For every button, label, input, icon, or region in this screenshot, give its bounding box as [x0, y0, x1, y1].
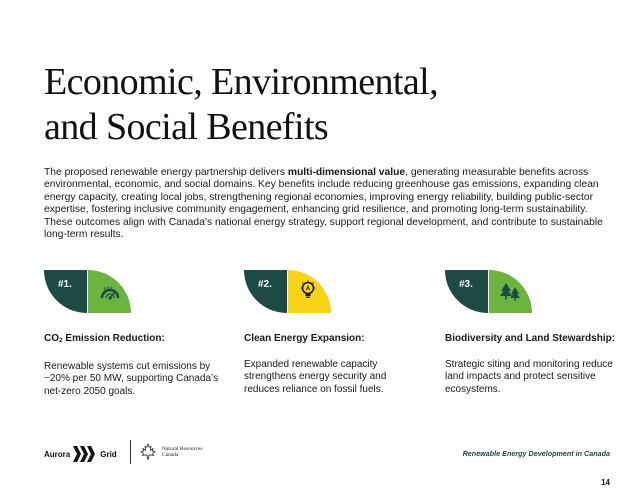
chevrons-icon: [73, 446, 97, 462]
intro-paragraph: [44, 167, 604, 241]
benefit-title-1-prefix: CO: [44, 333, 59, 344]
power-gauge-icon: [100, 284, 120, 302]
brand-name-right: Grid: [100, 449, 117, 459]
benefit-badge-2: [244, 270, 332, 314]
aurora-grid-logo: [44, 446, 117, 462]
maple-leaf-icon: [140, 443, 156, 461]
partner-name-line-1: Natural Resources: [162, 445, 203, 452]
badge-number: #2.: [258, 279, 272, 290]
partner-name: [162, 446, 202, 459]
benefit-title-1-subscript: 2: [59, 337, 63, 344]
footer-divider: [130, 440, 131, 464]
badge-number-segment: [244, 270, 287, 313]
intro-highlight: multi-dimensional value: [287, 167, 406, 178]
badge-icon-segment: [489, 270, 532, 313]
benefit-body-2: Expanded renewable capacity strengthens energy security and reduces reliance on fossil fuels.: [244, 359, 387, 395]
benefit-title-2: Clean Energy Expansion:: [244, 333, 365, 344]
benefit-title-1-suffix: Emission Reduction:: [62, 333, 165, 344]
benefit-title-3: Biodiversity and Land Stewardship:: [445, 333, 616, 344]
page-title-line-1: Economic, Environmental,: [44, 61, 438, 103]
badge-number-segment: [44, 270, 87, 313]
benefit-body-3: Strategic siting and monitoring reduce land impacts and protect sensitive ecosystems.: [445, 359, 613, 395]
benefit-badge-1: [44, 270, 132, 314]
page-title: [44, 60, 604, 150]
benefit-card-1: [44, 270, 219, 398]
badge-icon-segment: [88, 270, 131, 313]
badge-number: #1.: [58, 279, 72, 290]
page-title-line-2: and Social Benefits: [44, 106, 329, 148]
badge-number: #3.: [459, 279, 473, 290]
partner-name-line-2: Canada: [162, 452, 179, 458]
benefit-card-2: [244, 270, 419, 396]
intro-text-start: The proposed renewable energy partnership delivers: [44, 167, 288, 178]
badge-number-segment: [445, 270, 488, 313]
benefit-title-1: [44, 332, 219, 347]
trees-icon: [499, 281, 521, 301]
benefit-badge-3: [445, 270, 533, 314]
page-number: 14: [601, 478, 610, 487]
benefit-card-3: [445, 270, 620, 396]
brand-name-left: Aurora: [44, 449, 71, 459]
benefit-body-1: Renewable systems cut emissions by ~20% per 50 MW, supporting Canada’s net-zero 2050 goals.: [44, 361, 219, 397]
footer-document-title: Renewable Energy Development in Canada: [462, 449, 610, 458]
natural-resources-logo: [140, 443, 202, 461]
lightbulb-icon: [298, 280, 318, 300]
badge-icon-segment: [288, 270, 331, 313]
intro-text-end: , generating measurable benefits across environmental, economic, and social domains. Key benefits include reducing greenhouse gas emissions, expanding clean energy capacity, creating local jobs, strengthening regional economies, improving energy reliability, building public-sector expertise, fostering inclusive community engagement, enhancing grid resilience, and promoting long-term sustainability. These outcomes align with Canada’s national energy strategy, support regional development, and contribute to sustainable long-term results.: [44, 167, 603, 241]
